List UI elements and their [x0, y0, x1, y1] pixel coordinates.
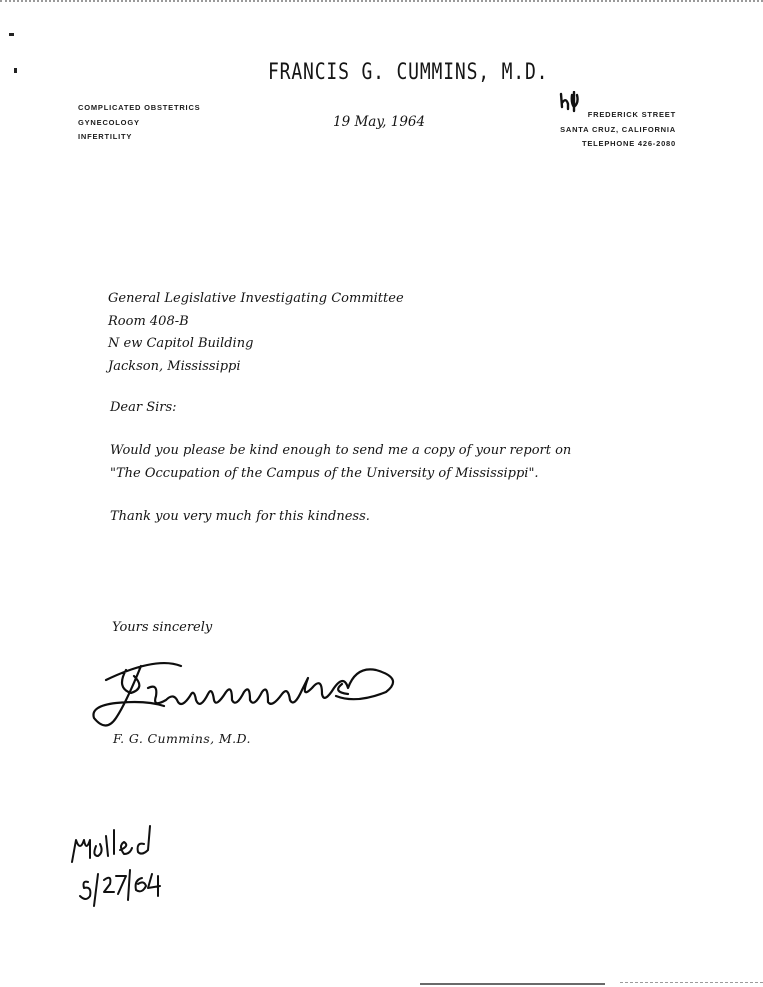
recipient-line: N ew Capitol Building: [108, 336, 254, 351]
bottom-dotted-edge: [620, 982, 763, 983]
recipient-address: [108, 288, 404, 378]
recipient-line: Jackson, Mississippi: [108, 358, 241, 374]
letterhead-address: [557, 95, 676, 152]
specialty-item: INFERTILITY: [78, 132, 133, 141]
signer-name: F. G. Cummins, M.D.: [113, 731, 251, 746]
top-dotted-edge: [0, 0, 763, 5]
thanks-line: Thank you very much for this kindness.: [110, 509, 370, 524]
specialty-item: COMPLICATED OBSTETRICS: [78, 103, 201, 112]
body-line: Would you please be kind enough to send me a copy of your report on: [110, 443, 572, 458]
closing: Yours sincerely: [112, 620, 213, 635]
letter-body: [110, 440, 571, 485]
letter-date: 19 May, 1964: [333, 114, 426, 130]
recipient-line: Room 408-B: [108, 313, 189, 329]
recipient-line: General Legislative Investigating Committee: [108, 291, 404, 306]
handwritten-mailed-note: [68, 822, 218, 917]
bottom-edge-line: [420, 983, 605, 985]
address-city: SANTA CRUZ, CALIFORNIA: [560, 124, 676, 134]
handwritten-signature: [86, 648, 416, 743]
body-line: "The Occupation of the Campus of the University of Mississippi".: [110, 465, 539, 481]
address-telephone: TELEPHONE 426-2080: [581, 139, 676, 148]
letterhead-name: FRANCIS G. CUMMINS, M.D.: [268, 60, 549, 85]
address-street-row: [557, 95, 676, 123]
salutation: Dear Sirs:: [110, 400, 177, 415]
specialty-item: GYNECOLOGY: [78, 117, 140, 127]
handwritten-street-number: [557, 91, 585, 117]
margin-mark: [14, 68, 17, 73]
address-street: FREDERICK STREET: [587, 110, 676, 119]
margin-mark: [9, 33, 14, 36]
letterhead-specialties: [78, 101, 200, 145]
